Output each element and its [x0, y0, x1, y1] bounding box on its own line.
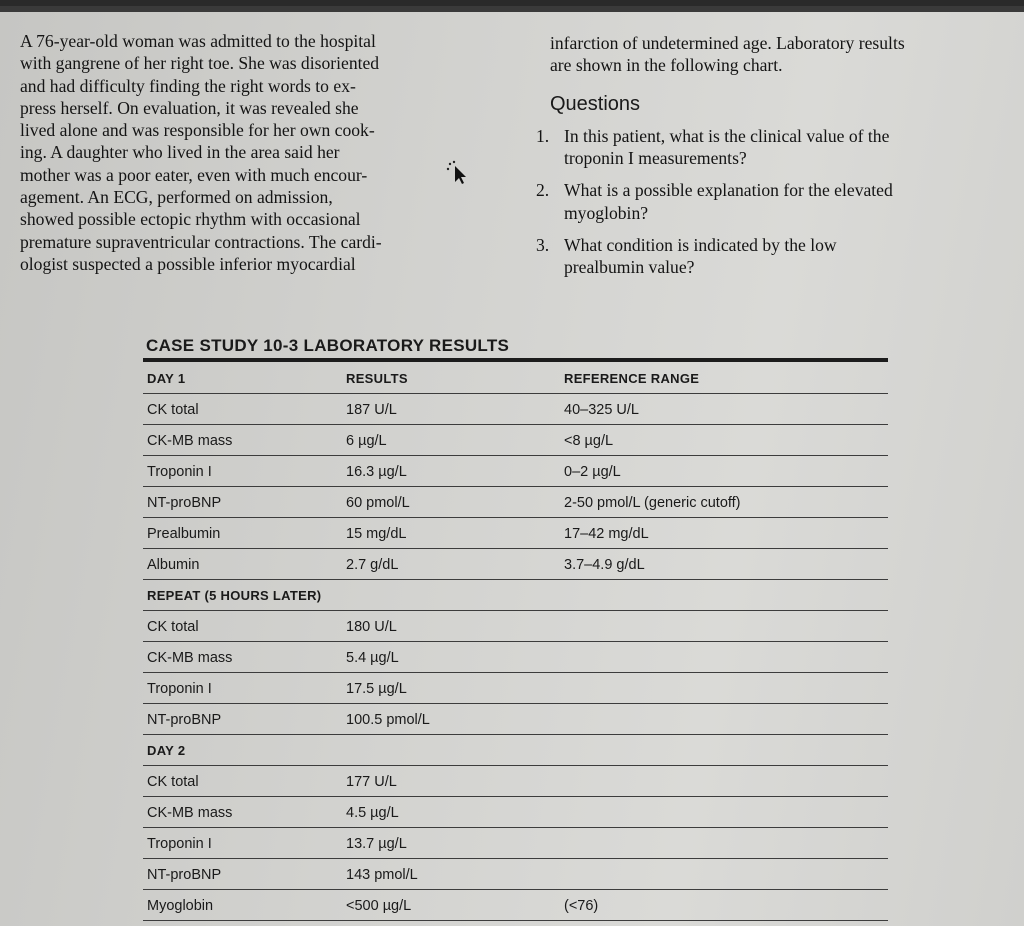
header-reference-range: REFERENCE RANGE	[564, 371, 700, 386]
result-cell: 100.5 pmol/L	[346, 712, 430, 728]
question-item	[536, 234, 1010, 279]
question-item	[536, 179, 1010, 224]
test-name-cell: REPEAT (5 HOURS LATER)	[147, 588, 322, 603]
question-line: prealbumin value?	[564, 257, 695, 278]
test-name-cell: NT-proBNP	[147, 712, 222, 728]
case-line: agement. An ECG, performed on admission,	[20, 187, 333, 208]
reference-cell: <8 µg/L	[564, 433, 614, 449]
test-name-cell: CK total	[147, 619, 199, 635]
table-row	[143, 704, 888, 735]
table-row	[143, 828, 888, 859]
case-line: are shown in the following chart.	[550, 55, 783, 76]
result-cell: 143 pmol/L	[346, 867, 418, 883]
result-cell: 180 U/L	[346, 619, 397, 635]
test-name-cell: DAY 2	[147, 743, 186, 758]
question-line: myoglobin?	[564, 202, 649, 223]
question-line: What is a possible explanation for the elevated	[564, 180, 893, 201]
table-row	[143, 549, 888, 580]
test-name-cell: Prealbumin	[147, 526, 221, 542]
case-line: A 76-year-old woman was admitted to the hospital	[20, 31, 376, 51]
result-cell: 5.4 µg/L	[346, 650, 399, 666]
test-name-cell: CK total	[147, 402, 199, 418]
table-row	[143, 673, 888, 704]
header-results: RESULTS	[346, 371, 408, 386]
reference-cell: 2-50 pmol/L (generic cutoff)	[564, 495, 741, 511]
table-row	[143, 797, 888, 828]
result-cell: 6 µg/L	[346, 433, 387, 449]
case-line: mother was a poor eater, even with much encour-	[20, 164, 368, 185]
question-number: 1.	[536, 125, 550, 146]
question-line: troponin I measurements?	[564, 148, 747, 169]
case-line: lived alone and was responsible for her own cook-	[20, 120, 375, 141]
question-number: 2.	[536, 180, 550, 201]
document-page	[0, 6, 1024, 926]
result-cell: 13.7 µg/L	[346, 836, 407, 852]
lab-table-title: CASE STUDY 10-3 LABORATORY RESULTS	[146, 336, 510, 355]
case-line: and had difficulty finding the right words to ex-	[20, 75, 356, 96]
mouse-pointer-icon	[446, 160, 468, 184]
test-name-cell: Myoglobin	[147, 898, 214, 914]
table-row	[143, 766, 888, 797]
questions-heading: Questions	[550, 92, 641, 115]
test-name-cell: CK-MB mass	[147, 805, 233, 821]
reference-cell: 3.7–4.9 g/dL	[564, 557, 645, 573]
table-row	[143, 859, 888, 890]
header-day: DAY 1	[147, 371, 186, 386]
test-name-cell: Troponin I	[147, 681, 212, 697]
table-row	[143, 456, 888, 487]
case-line: ing. A daughter who lived in the area said her	[20, 142, 340, 163]
result-cell: 187 U/L	[346, 402, 397, 418]
top-edge	[0, 6, 1024, 12]
case-line: infarction of undetermined age. Laboratory results	[550, 33, 905, 53]
result-cell: 15 mg/dL	[346, 526, 407, 542]
case-line: ologist suspected a possible inferior myocardial	[20, 253, 356, 274]
reference-cell: 17–42 mg/dL	[564, 526, 649, 542]
test-name-cell: CK-MB mass	[147, 650, 233, 666]
result-cell: 2.7 g/dL	[346, 557, 399, 573]
table-header-row	[143, 363, 888, 394]
lab-results-table	[143, 363, 888, 921]
result-cell: 4.5 µg/L	[346, 805, 399, 821]
table-row	[143, 642, 888, 673]
table-section-row	[143, 735, 888, 766]
result-cell: <500 µg/L	[346, 898, 412, 914]
question-number: 3.	[536, 235, 550, 256]
reference-cell: 40–325 U/L	[564, 402, 639, 418]
test-name-cell: Troponin I	[147, 836, 212, 852]
case-line: press herself. On evaluation, it was revealed she	[20, 97, 359, 118]
result-cell: 16.3 µg/L	[346, 464, 407, 480]
test-name-cell: Troponin I	[147, 464, 212, 480]
test-name-cell: CK-MB mass	[147, 433, 233, 449]
question-line: What condition is indicated by the low	[564, 235, 837, 256]
table-row	[143, 611, 888, 642]
table-row	[143, 518, 888, 549]
result-cell: 17.5 µg/L	[346, 681, 407, 697]
table-row	[143, 394, 888, 425]
questions-list	[536, 125, 1010, 279]
case-description	[20, 30, 490, 275]
reference-cell: 0–2 µg/L	[564, 464, 621, 480]
case-line: with gangrene of her right toe. She was disoriented	[20, 53, 380, 74]
test-name-cell: NT-proBNP	[147, 867, 222, 883]
test-name-cell: CK total	[147, 774, 199, 790]
result-cell: 177 U/L	[346, 774, 397, 790]
reference-cell: (<76)	[564, 898, 599, 914]
title-rule	[143, 358, 888, 362]
test-name-cell: NT-proBNP	[147, 495, 222, 511]
right-column	[536, 32, 1010, 289]
result-cell: 60 pmol/L	[346, 495, 410, 511]
table-row	[143, 425, 888, 456]
test-name-cell: Albumin	[147, 557, 200, 573]
table-row	[143, 890, 888, 921]
table-section-row	[143, 580, 888, 611]
question-item	[536, 125, 1010, 170]
table-row	[143, 487, 888, 518]
case-line: showed possible ectopic rhythm with occasional	[20, 209, 361, 230]
question-line: In this patient, what is the clinical value of the	[564, 125, 890, 146]
case-line: premature supraventricular contractions. The cardi-	[20, 231, 382, 252]
table-body	[143, 394, 888, 921]
